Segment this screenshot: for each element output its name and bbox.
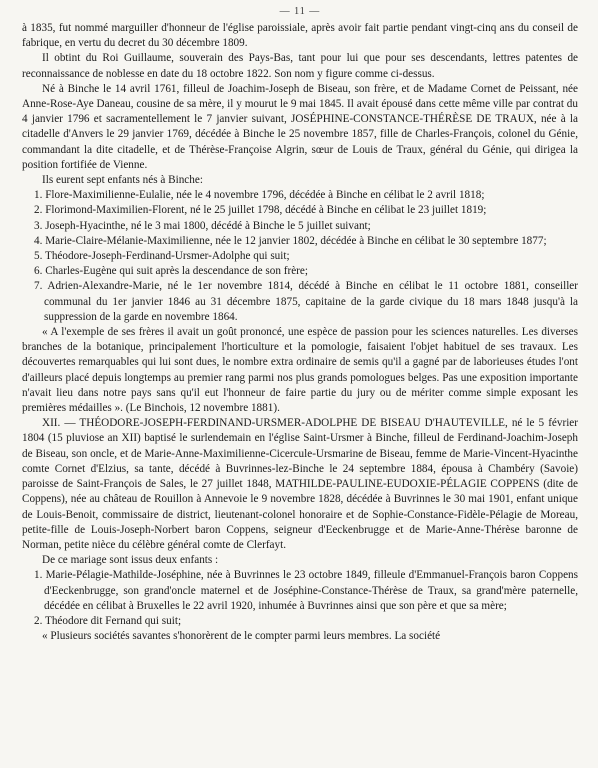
paragraph-p1: à 1835, fut nommé marguiller d'honneur de l'église paroissiale, après avoir fait partie pendant vingt-cinq ans du conseil de fabrique, en vertu du decret du 30 décembre 1809. xyxy=(22,22,578,50)
paragraph-p6: 2. Florimond-Maximilien-Florent, né le 25 juillet 1798, décédé à Binche en célibat le 23 juillet 1819; xyxy=(34,204,487,217)
paragraph-p12: « A l'exemple de ses frères il avait un goût prononcé, une espèce de passion pour les sciences naturelles. Les diverses branches de la botanique, principalement l'horticulture et la pomologie, faisaient l'objet habituel de ses travaux. Les découvertes remarquables qui lui sont dues, le nombre extra ordinaire de semis qu'il a gagné par de laborieuses études l'ont d'ailleurs placé depuis longtemps au premier rang parmi nos plus grands pomologues belges. Pas une exposition importante n'avait lieu dans notre pays sans qu'il eut l'honneur de faire partie du jury ou de mériter comme simple exposant les premières médailles ». (Le Binchois, 12 novembre 1881). xyxy=(22,326,578,415)
paragraph-p14: De ce mariage sont issus deux enfants : xyxy=(42,554,219,567)
paragraph-p2: Il obtint du Roi Guillaume, souverain des Pays-Bas, tant pour lui que pour ses descendants, lettres patentes de reconnaissance de noblesse en date du 18 octobre 1822. Son nom y figure comme ci-dessus. xyxy=(22,52,578,80)
paragraph-p13: XII. — THÉODORE-JOSEPH-FERDINAND-URSMER-ADOLPHE DE BISEAU D'HAUTEVILLE, né le 5 février 1804 (15 pluviose an XII) baptisé le surlendemain en l'église Saint-Ursmer à Binche, filleul de Ferdinand-Joachim-Joseph de Biseau, son oncle, et de Marie-Anne-Maximilienne-Cicercule-Ursmarine de Biseau, femme de Marie-Vincent-Hyacinthe comte Cornet d'Elzius, sa tante, décédé à Buvrinnes-lez-Binche le 24 septembre 1884, épousa à Chambéry (Savoie) paroisse de Saint-François de Sales, le 27 juillet 1848, MATHILDE-PAULINE-EUDOXIE-PÉLAGIE COPPENS (dite de Coppens), née au château de Rouillon à Annevoie le 9 novembre 1828, décédée à Buvrinnes le 30 mai 1901, enfant unique de Louis-Benoit, commissaire de district, lieutenant-colonel honoraire et de Sophie-Constance-Fidèle-Pélagie de Moreau, petite-fille de Louis-Joseph-Norbert baron Coppens, seigneur d'Eeckenbrugge et de Marie-Anne-Thérèse baronne de Norman, petite nièce du célèbre général comte de Clerfayt. xyxy=(22,417,578,551)
paragraph-p17: « Plusieurs sociétés savantes s'honorèrent de le compter parmi leurs membres. La société xyxy=(42,630,441,643)
paragraph-p11: 7. Adrien-Alexandre-Marie, né le 1er novembre 1814, décédé à Binche en célibat le 11 octobre 1881, conseiller communal du 1er janvier 1846 au 31 décembre 1875, capitaine de la garde civique du 18 mars 1848 jusqu'à la suppression de la garde en novembre 1864. xyxy=(34,280,578,323)
page-number: — 11 — xyxy=(279,6,321,17)
paragraph-p9: 5. Théodore-Joseph-Ferdinand-Ursmer-Adolphe qui suit; xyxy=(34,250,290,263)
paragraph-p4: Ils eurent sept enfants nés à Binche: xyxy=(42,174,203,187)
body-text xyxy=(22,21,578,644)
paragraph-p7: 3. Joseph-Hyacinthe, né le 3 mai 1800, décédé à Binche le 5 juillet suivant; xyxy=(34,219,371,232)
paragraph-p8: 4. Marie-Claire-Mélanie-Maximilienne, née le 12 janvier 1802, décédée à Binche en célibat le 30 septembre 1877; xyxy=(34,234,547,247)
paragraph-p3: Né à Binche le 14 avril 1761, filleul de Joachim-Joseph de Biseau, son frère, et de Madame Cornet de Peissant, née Anne-Rose-Aye Daneau, cousine de sa mère, il y mourut le 9 mai 1845. Il avait épousé dans cette même ville par contrat du 4 janvier 1796 et sacramentellement le 7 janvier suivant, JOSÉPHINE-CONSTANCE-THÉRÈSE DE TRAUX, née à la citadelle d'Anvers le 29 janvier 1769, décédée à Binche le 25 novembre 1857, fille de Charles-François, colonel du Génie, commandant la dite citadelle, et de Thérèse-Françoise Algrin, sœur de Louis de Traux, général du Génie, qui dirigea la position fortifiée de Vienne. xyxy=(22,82,578,171)
paragraph-p16: 2. Théodore dit Fernand qui suit; xyxy=(34,614,182,627)
paragraph-p10: 6. Charles-Eugène qui suit après la descendance de son frère; xyxy=(34,265,308,278)
paragraph-p5: 1. Flore-Maximilienne-Eulalie, née le 4 novembre 1796, décédée à Binche en célibat le 2 avril 1818; xyxy=(34,189,485,202)
paragraph-p15: 1. Marie-Pélagie-Mathilde-Joséphine, née à Buvrinnes le 23 octobre 1849, filleule d'Emmanuel-François baron Coppens d'Eeckenbrugge, son grand'oncle maternel et de Joséphine-Constance-Thérèse de Traux, sa grand'mère paternelle, décédée en célibat à Bruxelles le 22 avril 1920, inhumée à Buvrinnes ainsi que son père et que sa mère; xyxy=(34,569,578,612)
